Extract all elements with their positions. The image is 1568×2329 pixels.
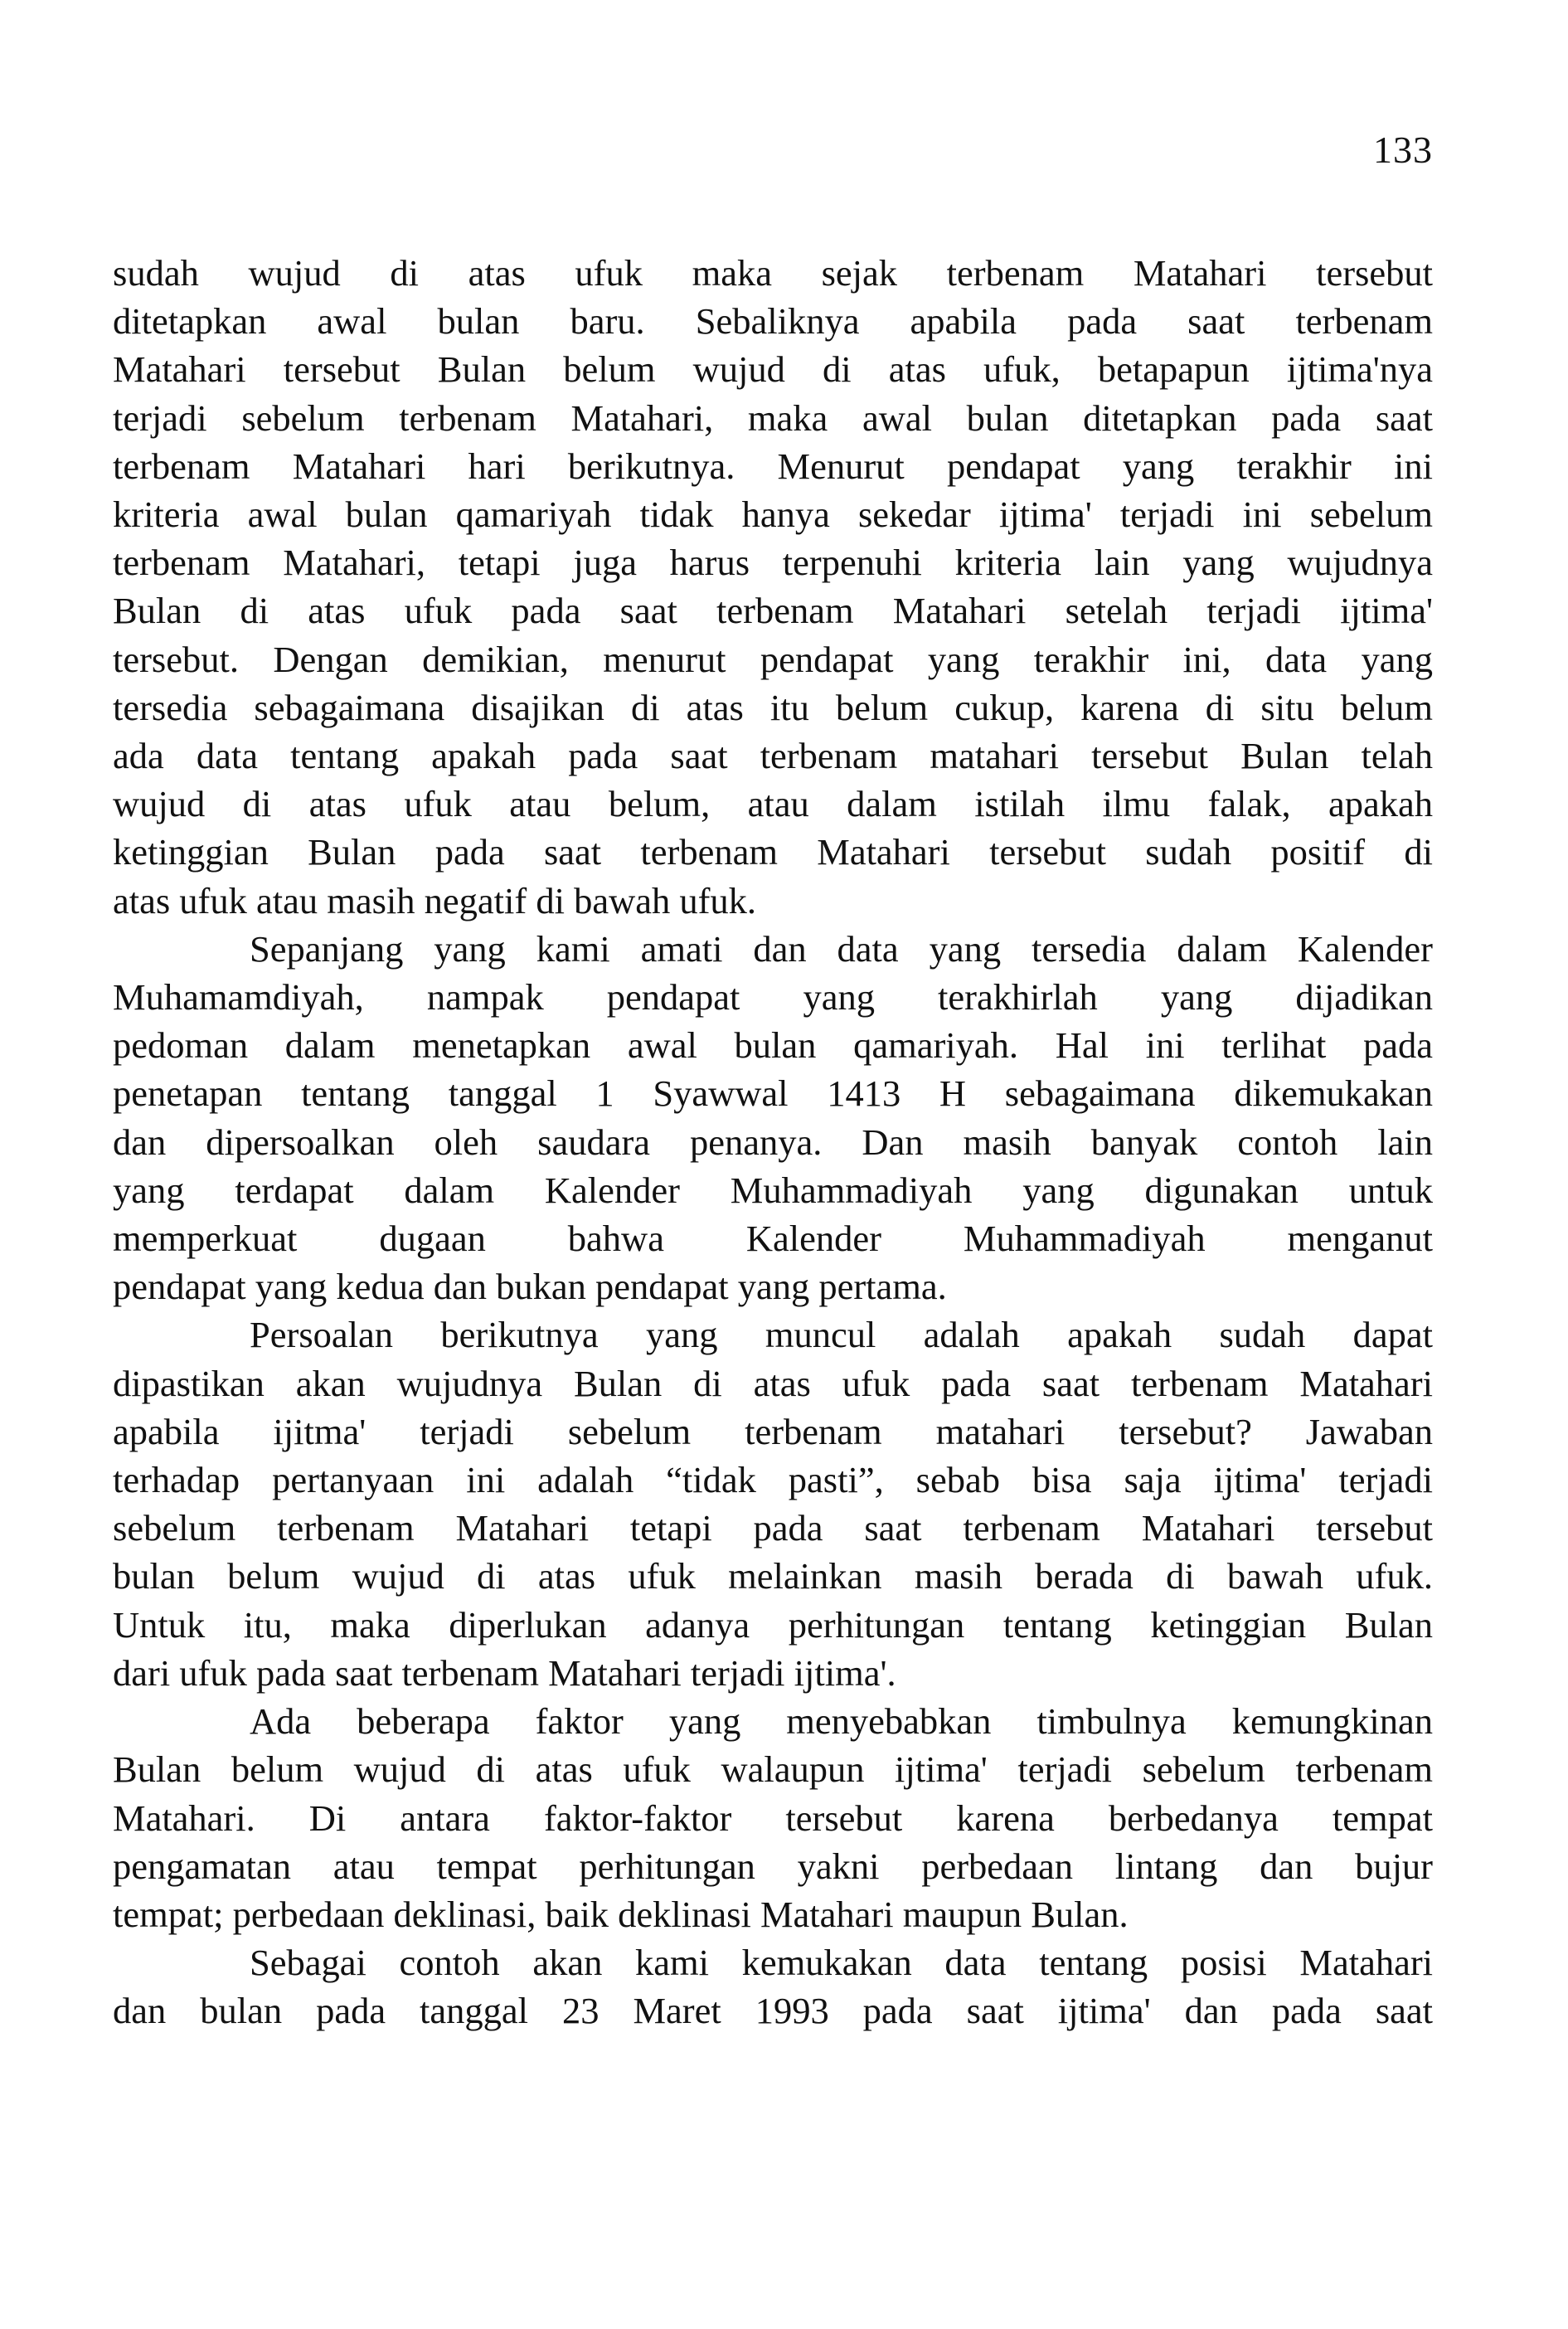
text-line: tersedia sebagaimana disajikan di atas itu belum cukup, karena di situ belum (113, 686, 1433, 728)
text-line: kriteria awal bulan qamariyah tidak hanya sekedar ijtima' terjadi ini sebelum (113, 494, 1433, 536)
text-line: Sebagai contoh akan kami kemukakan data tentang posisi Matahari (250, 1942, 1433, 1984)
text-line: pendapat yang kedua dan bukan pendapat yang pertama. (113, 1266, 947, 1308)
text-line: ditetapkan awal bulan baru. Sebaliknya apabila pada saat terbenam (113, 300, 1433, 343)
text-line: dipastikan akan wujudnya Bulan di atas ufuk pada saat terbenam Matahari (113, 1362, 1433, 1404)
text-line: memperkuat dugaan bahwa Kalender Muhammadiyah menganut (113, 1218, 1433, 1260)
text-line: penetapan tentang tanggal 1 Syawwal 1413 H sebagaimana dikemukakan (113, 1072, 1433, 1115)
text-line: Bulan belum wujud di atas ufuk walaupun ijtima' terjadi sebelum terbenam (113, 1748, 1433, 1791)
text-line: terbenam Matahari hari berikutnya. Menurut pendapat yang terakhir ini (113, 445, 1433, 487)
text-line: ada data tentang apakah pada saat terbenam matahari tersebut Bulan telah (113, 735, 1433, 777)
text-line: sudah wujud di atas ufuk maka sejak terbenam Matahari tersebut (113, 252, 1433, 294)
text-line: Sepanjang yang kami amati dan data yang tersedia dalam Kalender (250, 927, 1433, 970)
text-line: bulan belum wujud di atas ufuk melainkan masih berada di bawah ufuk. (113, 1555, 1433, 1597)
text-line: Untuk itu, maka diperlukan adanya perhitungan tentang ketinggian Bulan (113, 1603, 1433, 1646)
text-line: dari ufuk pada saat terbenam Matahari terjadi ijtima'. (113, 1651, 896, 1694)
text-line: Matahari tersebut Bulan belum wujud di atas ufuk, betapapun ijtima'nya (113, 348, 1433, 391)
text-line: pengamatan atau tempat perhitungan yakni perbedaan lintang dan bujur (113, 1845, 1433, 1887)
page-number: 133 (1373, 129, 1433, 171)
text-line: yang terdapat dalam Kalender Muhammadiyah yang digunakan untuk (113, 1169, 1433, 1211)
text-line: ketinggian Bulan pada saat terbenam Matahari tersebut sudah positif di (113, 831, 1433, 873)
text-line: terbenam Matahari, tetapi juga harus terpenuhi kriteria lain yang wujudnya (113, 542, 1433, 584)
text-line: tempat; perbedaan deklinasi, baik deklinasi Matahari maupun Bulan. (113, 1893, 1129, 1935)
text-line: Muhamamdiyah, nampak pendapat yang terakhirlah yang dijadikan (113, 976, 1433, 1019)
text-line: Ada beberapa faktor yang menyebabkan timbulnya kemungkinan (250, 1700, 1433, 1743)
text-line: tersebut. Dengan demikian, menurut pendapat yang terakhir ini, data yang (113, 638, 1433, 680)
text-line: terjadi sebelum terbenam Matahari, maka awal bulan ditetapkan pada saat (113, 396, 1433, 439)
text-line: apabila ijitma' terjadi sebelum terbenam matahari tersebut? Jawaban (113, 1410, 1433, 1452)
text-line: pedoman dalam menetapkan awal bulan qamariyah. Hal ini terlihat pada (113, 1024, 1433, 1067)
body-text (113, 249, 1433, 2035)
text-line: atas ufuk atau masih negatif di bawah ufuk. (113, 879, 757, 921)
text-line: Persoalan berikutnya yang muncul adalah apakah sudah dapat (250, 1314, 1433, 1356)
text-line: Matahari. Di antara faktor-faktor tersebut karena berbedanya tempat (113, 1797, 1433, 1839)
text-line: dan dipersoalkan oleh saudara penanya. Dan masih banyak contoh lain (113, 1121, 1433, 1163)
text-line: terhadap pertanyaan ini adalah “tidak pasti”, sebab bisa saja ijtima' terjadi (113, 1459, 1433, 1501)
text-line: dan bulan pada tanggal 23 Maret 1993 pada saat ijtima' dan pada saat (113, 1990, 1433, 2032)
text-line: sebelum terbenam Matahari tetapi pada saat terbenam Matahari tersebut (113, 1507, 1433, 1549)
text-line: wujud di atas ufuk atau belum, atau dalam istilah ilmu falak, apakah (113, 783, 1433, 825)
text-line: Bulan di atas ufuk pada saat terbenam Matahari setelah terjadi ijtima' (113, 590, 1433, 632)
